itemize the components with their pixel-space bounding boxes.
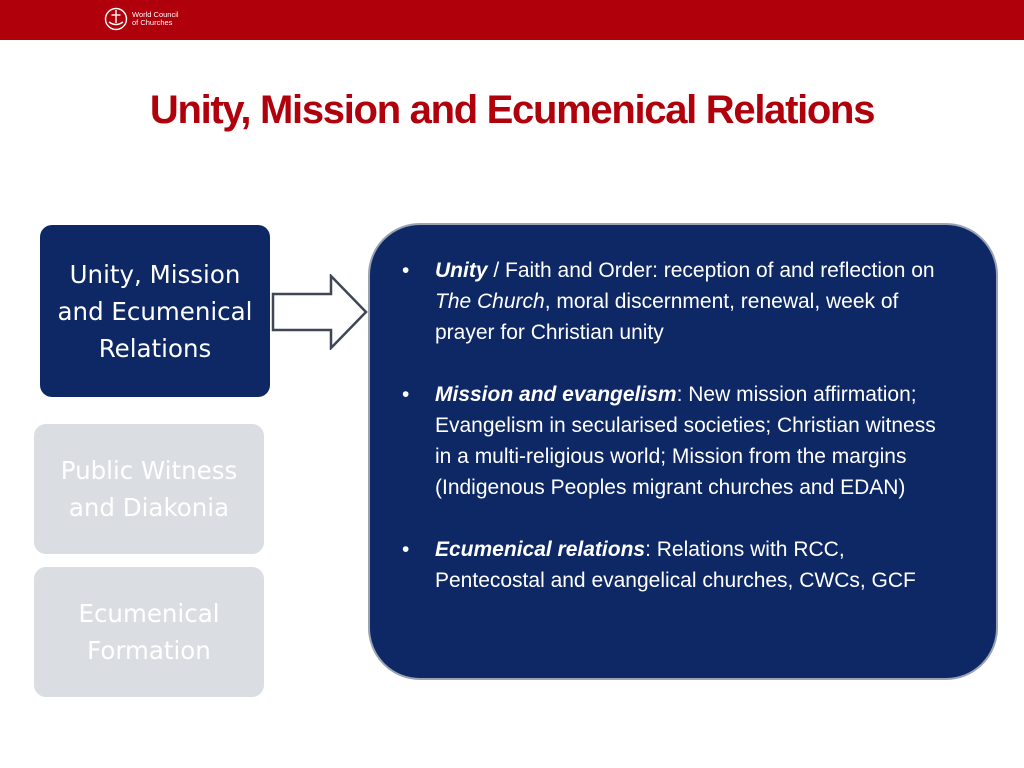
bullet-heading: Mission and evangelism xyxy=(435,383,677,406)
content-panel xyxy=(368,223,998,680)
list-item xyxy=(400,534,956,596)
bullet-italic: The Church xyxy=(435,290,545,313)
logo-line-2: of Churches xyxy=(132,18,173,27)
sidebar-item-unity-mission[interactable] xyxy=(40,225,270,397)
list-item xyxy=(400,379,956,503)
logo-text xyxy=(132,11,192,27)
header-bar xyxy=(0,0,1024,40)
list-item xyxy=(400,255,956,348)
bullet-heading: Ecumenical relations xyxy=(435,538,646,561)
bullet-heading: Unity xyxy=(435,259,488,282)
page-title: Unity, Mission and Ecumenical Relations xyxy=(149,88,875,132)
sidebar-item-label: Public Witness and Diakonia xyxy=(60,456,238,522)
logo-line-1: World Council xyxy=(132,10,179,19)
bullet-text: / Faith and Order: reception of and reflection on xyxy=(487,259,935,282)
sidebar-item-label: Unity, Mission and Ecumenical Relations xyxy=(57,259,253,363)
sidebar-item-label: Ecumenical Formation xyxy=(78,599,220,665)
wcc-cross-boat-icon xyxy=(104,7,128,31)
bullet-text: : Relations with RCC, Pentecostal and evangelical churches, CWCs, GCF xyxy=(435,538,916,592)
wcc-logo[interactable] xyxy=(104,5,192,33)
sidebar-item-public-witness[interactable] xyxy=(34,424,264,554)
sidebar-item-ecumenical-formation[interactable] xyxy=(34,567,264,697)
bullet-text: , moral discernment, renewal, week of prayer for Christian unity xyxy=(435,290,899,344)
bullet-list xyxy=(400,255,956,596)
right-arrow-icon xyxy=(271,274,369,355)
bullet-text: : New mission affirmation; Evangelism in secularised societies; Christian witness in a multi-religious world; Mission from the margins (Indigenous Peoples migrant churches and EDAN) xyxy=(435,383,936,499)
